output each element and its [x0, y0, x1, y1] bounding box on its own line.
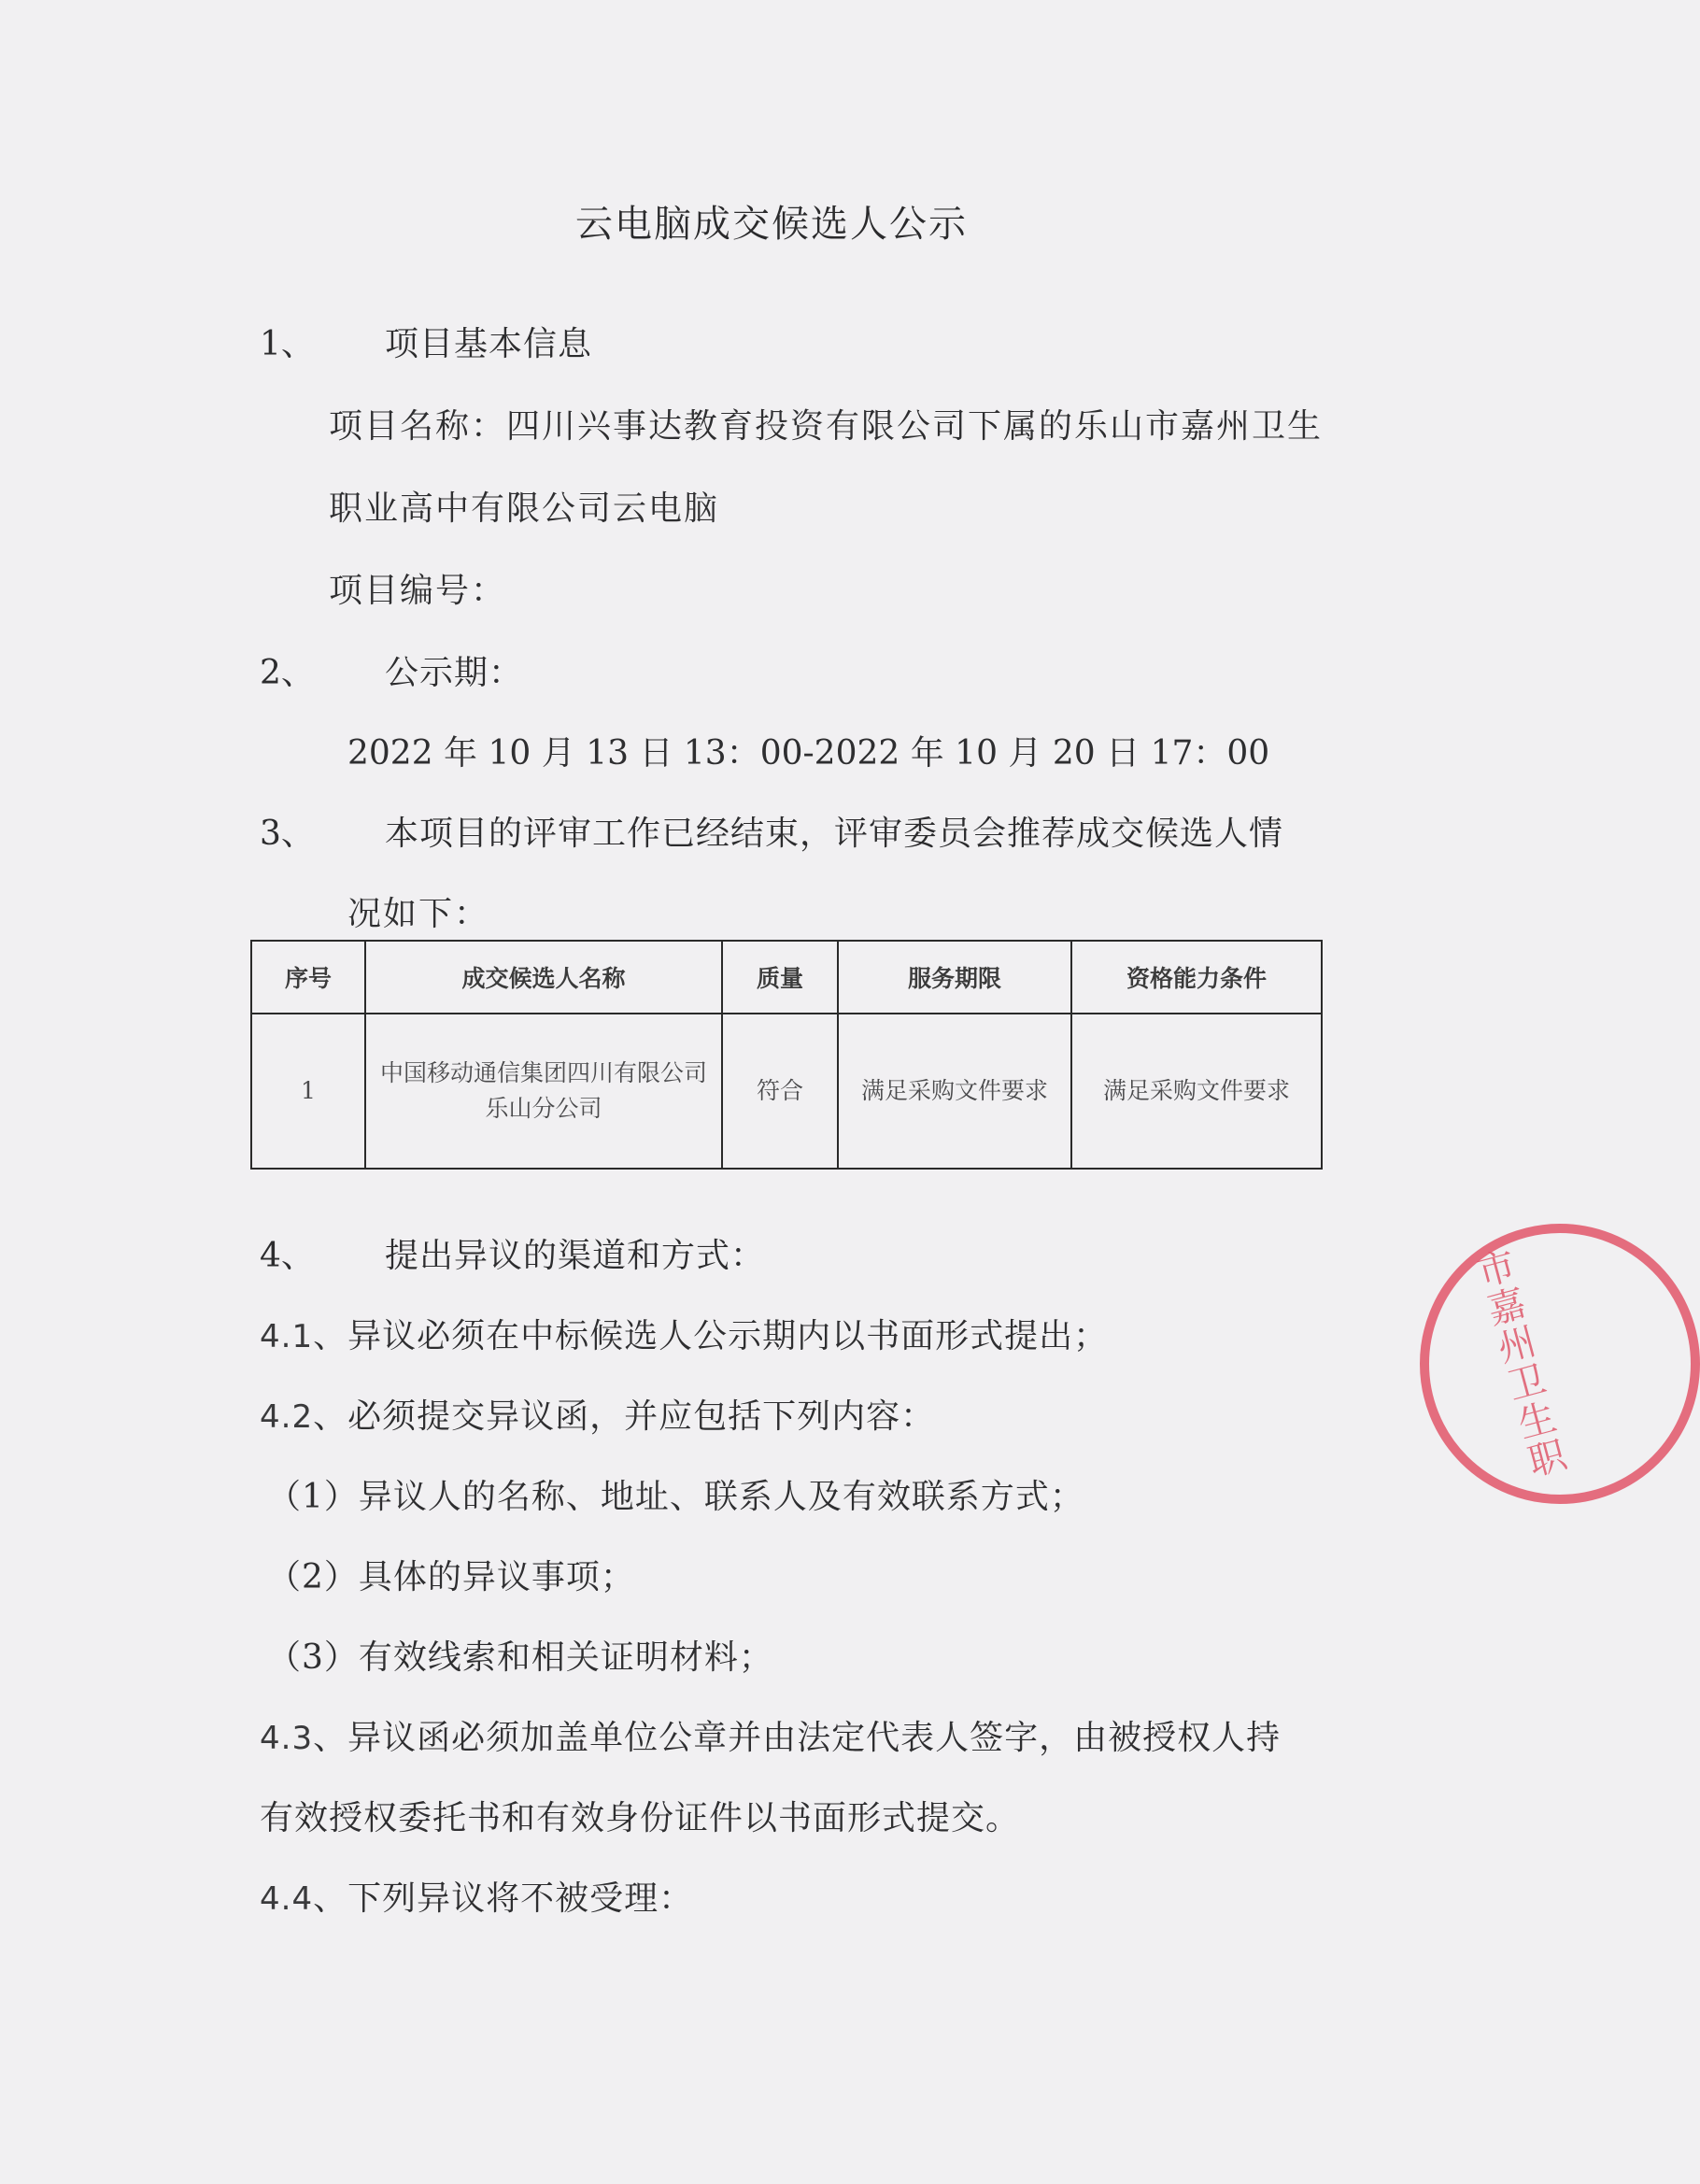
section-3-text-line-2: 况如下： [347, 895, 490, 933]
project-name-line-1: 项目名称：四川兴事达教育投资有限公司下属的乐山市嘉州卫生 [329, 407, 1324, 446]
col-header-service-period: 服务期限 [838, 941, 1071, 1014]
col-header-index: 序号 [251, 941, 365, 1014]
item-4-2 [260, 1390, 935, 1438]
candidate-table [250, 940, 1323, 1170]
item-4-3-line-2: 有效授权委托书和有效身份证件以书面形式提交。 [260, 1799, 1021, 1837]
table-row [251, 1014, 1322, 1169]
col-header-quality: 质量 [722, 941, 838, 1014]
seal-text: 市嘉州卫生职 [1467, 1244, 1570, 1484]
item-number: 4.1 [260, 1318, 314, 1355]
cell-qualification: 满足采购文件要求 [1071, 1014, 1322, 1169]
section-title: 提出异议的渠道和方式： [385, 1237, 766, 1275]
item-4-4 [260, 1872, 693, 1920]
col-header-qualification: 资格能力条件 [1071, 941, 1322, 1014]
item-text: 、必须提交异议函，并应包括下列内容： [313, 1397, 936, 1436]
item-4-3-line-1 [260, 1711, 1281, 1759]
table-header-row [251, 941, 1322, 1014]
project-number: 项目编号： [329, 572, 507, 610]
section-number: 1、 [260, 325, 315, 363]
item-number: 4.3 [260, 1720, 314, 1757]
page-title: 云电脑成交候选人公示 [575, 203, 968, 246]
section-title: 公示期： [385, 654, 524, 692]
col-header-candidate: 成交候选人名称 [365, 941, 722, 1014]
project-name-line-2: 职业高中有限公司云电脑 [329, 489, 720, 528]
item-text: 、异议函必须加盖单位公章并由法定代表人签字，由被授权人持 [313, 1719, 1282, 1757]
sub-item-3: （3）有效线索和相关证明材料； [267, 1638, 773, 1677]
section-title: 项目基本信息 [385, 325, 593, 363]
sub-item-2: （2）具体的异议事项； [267, 1558, 635, 1596]
cell-quality: 符合 [722, 1014, 838, 1169]
item-text: 、异议必须在中标候选人公示期内以书面形式提出； [313, 1317, 1109, 1355]
publicity-period: 2022 年 10 月 13 日 13：00-2022 年 10 月 20 日 17：00 [347, 734, 1270, 773]
cell-candidate: 中国移动通信集团四川有限公司乐山分公司 [365, 1014, 722, 1169]
sub-item-1: （1）异议人的名称、地址、联系人及有效联系方式； [267, 1478, 1084, 1516]
item-number: 4.4 [260, 1880, 314, 1918]
item-4-1 [260, 1310, 1108, 1357]
item-text: 、下列异议将不被受理： [313, 1879, 694, 1918]
section-number: 3、 [260, 815, 315, 853]
section-number: 4、 [260, 1237, 315, 1275]
cell-service-period: 满足采购文件要求 [838, 1014, 1071, 1169]
section-text-line-1: 本项目的评审工作已经结束，评审委员会推荐成交候选人情 [385, 815, 1284, 853]
section-number: 2、 [260, 654, 315, 692]
cell-index: 1 [251, 1014, 365, 1169]
item-number: 4.2 [260, 1398, 314, 1436]
